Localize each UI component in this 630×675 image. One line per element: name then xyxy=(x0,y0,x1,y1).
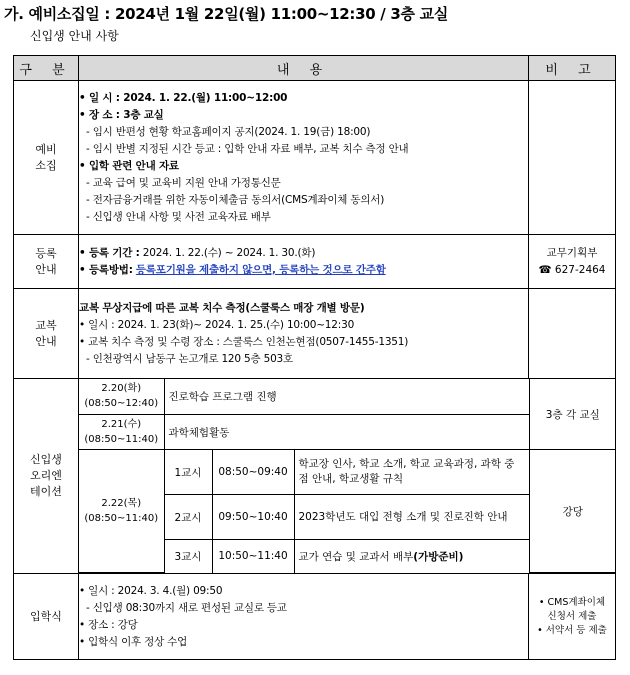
page-subtitle: 신입생 안내 사항 xyxy=(30,29,119,43)
list-item: • 교복 치수 측정 및 수령 장소 : 스쿨룩스 인천논현점(0507-1455-1351) xyxy=(79,335,409,348)
period-time: 09:50~10:40 xyxy=(212,495,294,540)
list-item: • 일 시 : 2024. 1. 22.(월) 11:00~12:00 xyxy=(79,91,288,104)
table-header-row xyxy=(14,56,616,81)
row-preliminary xyxy=(14,81,616,235)
remark-phone: ☎ 627-2464 xyxy=(538,263,606,276)
remark-preliminary xyxy=(529,81,616,235)
period-label: 2교시 xyxy=(164,495,212,540)
category-uniform: 교복 안내 xyxy=(14,289,79,379)
header-content: 내 용 xyxy=(79,56,529,81)
period-content-cell xyxy=(294,540,529,573)
registration-method-label: • 등록방법: xyxy=(79,263,133,276)
period-label: 1교시 xyxy=(164,450,212,495)
list-item: - 전자금융거래를 위한 자동이체출금 동의서(CMS계좌이체 동의서) xyxy=(86,193,385,206)
row-entrance xyxy=(14,574,616,660)
registration-method-value: 등록포기원을 제출하지 않으면, 등록하는 것으로 간주함 xyxy=(135,263,386,276)
list-item: • 입학식 이후 정상 수업 xyxy=(79,635,188,648)
orientation-period-1 xyxy=(79,450,616,495)
list-item: - 신입생 안내 사항 및 사전 교육자료 배부 xyxy=(86,210,271,223)
period-content: 학교장 인사, 학교 소개, 학교 교육과정, 과학 중점 안내, 학교생활 규칙 xyxy=(294,450,529,495)
remark-line: • CMS계좌이체 xyxy=(538,596,606,608)
remark-entrance xyxy=(529,574,616,660)
row-registration xyxy=(14,235,616,289)
period-time: 10:50~11:40 xyxy=(212,540,294,573)
list-item: • 입학 관련 안내 자료 xyxy=(79,159,179,172)
period-content: 2023학년도 대입 전형 소개 및 진로진학 안내 xyxy=(294,495,529,540)
remark-uniform xyxy=(529,289,616,379)
period-label: 3교시 xyxy=(164,540,212,573)
list-item: • 장 소 : 3층 교실 xyxy=(79,108,164,121)
registration-period-value: 2024. 1. 22.(수) ~ 2024. 1. 30.(화) xyxy=(142,246,316,259)
day3-remark: 강당 xyxy=(529,450,616,573)
day2-date-cell: 2.21(수) (08:50~11:40) xyxy=(79,414,164,450)
content-preliminary xyxy=(79,81,529,235)
row-orientation xyxy=(14,379,616,574)
period-time: 08:50~09:40 xyxy=(212,450,294,495)
list-item: • 일시 : 2024. 3. 4.(월) 09:50 xyxy=(79,584,223,597)
category-registration: 등록 안내 xyxy=(14,235,79,289)
content-uniform xyxy=(79,289,529,379)
content-entrance xyxy=(79,574,529,660)
list-item: - 신입생 08:30까지 새로 편성된 교실로 등교 xyxy=(86,601,287,614)
remark-registration xyxy=(529,235,616,289)
day2-program: 과학체험활동 xyxy=(164,414,529,450)
period-content: 교가 연습 및 교과서 배부 xyxy=(298,550,414,563)
remark-line: 신청서 제출 xyxy=(547,610,597,622)
remark-office: 교무기획부 xyxy=(546,246,598,259)
period-extra: (가방준비) xyxy=(413,550,464,563)
list-item: - 임시 반별 지정된 시간 등교 : 입학 안내 자료 배부, 교복 치수 측정 안내 xyxy=(86,142,409,155)
category-entrance: 입학식 xyxy=(14,574,79,660)
list-item: - 임시 반편성 현황 학교홈페이지 공지(2024. 1. 19(금) 18:00) xyxy=(86,125,371,138)
list-item: - 교육 급여 및 교육비 지원 안내 가정통신문 xyxy=(86,176,281,189)
category-preliminary: 예비 소집 xyxy=(14,81,79,235)
header-remark: 비 고 xyxy=(529,56,616,81)
orientation-day1 xyxy=(79,379,616,414)
category-orientation: 신입생 오리엔 테이션 xyxy=(14,379,79,574)
orientation-table xyxy=(79,379,616,573)
header-category: 구 분 xyxy=(14,56,79,81)
info-table xyxy=(13,55,616,660)
list-item: - 인천광역시 남동구 논고개로 120 5층 503호 xyxy=(86,352,293,365)
list-item: 교복 무상지급에 따른 교복 치수 측정(스쿨룩스 매장 개별 방문) xyxy=(79,301,365,314)
content-registration xyxy=(79,235,529,289)
day1-remark: 3층 각 교실 xyxy=(529,379,616,450)
page-title: 가. 예비소집일 : 2024년 1월 22일(월) 11:00~12:30 / 3층 교실 xyxy=(4,5,449,23)
list-item: • 장소 : 강당 xyxy=(79,618,138,631)
day1-program: 진로학습 프로그램 진행 xyxy=(164,379,529,414)
remark-line: • 서약서 등 제출 xyxy=(537,624,607,636)
day1-date-cell: 2.20(화) (08:50~12:40) xyxy=(79,379,164,414)
row-uniform xyxy=(14,289,616,379)
orientation-schedule xyxy=(79,379,616,574)
day3-date-cell: 2.22(목) (08:50~11:40) xyxy=(79,450,164,573)
registration-period-label: • 등록 기간 : xyxy=(79,246,140,259)
list-item: • 일시 : 2024. 1. 23(화)~ 2024. 1. 25.(수) 10:00~12:30 xyxy=(79,318,355,331)
